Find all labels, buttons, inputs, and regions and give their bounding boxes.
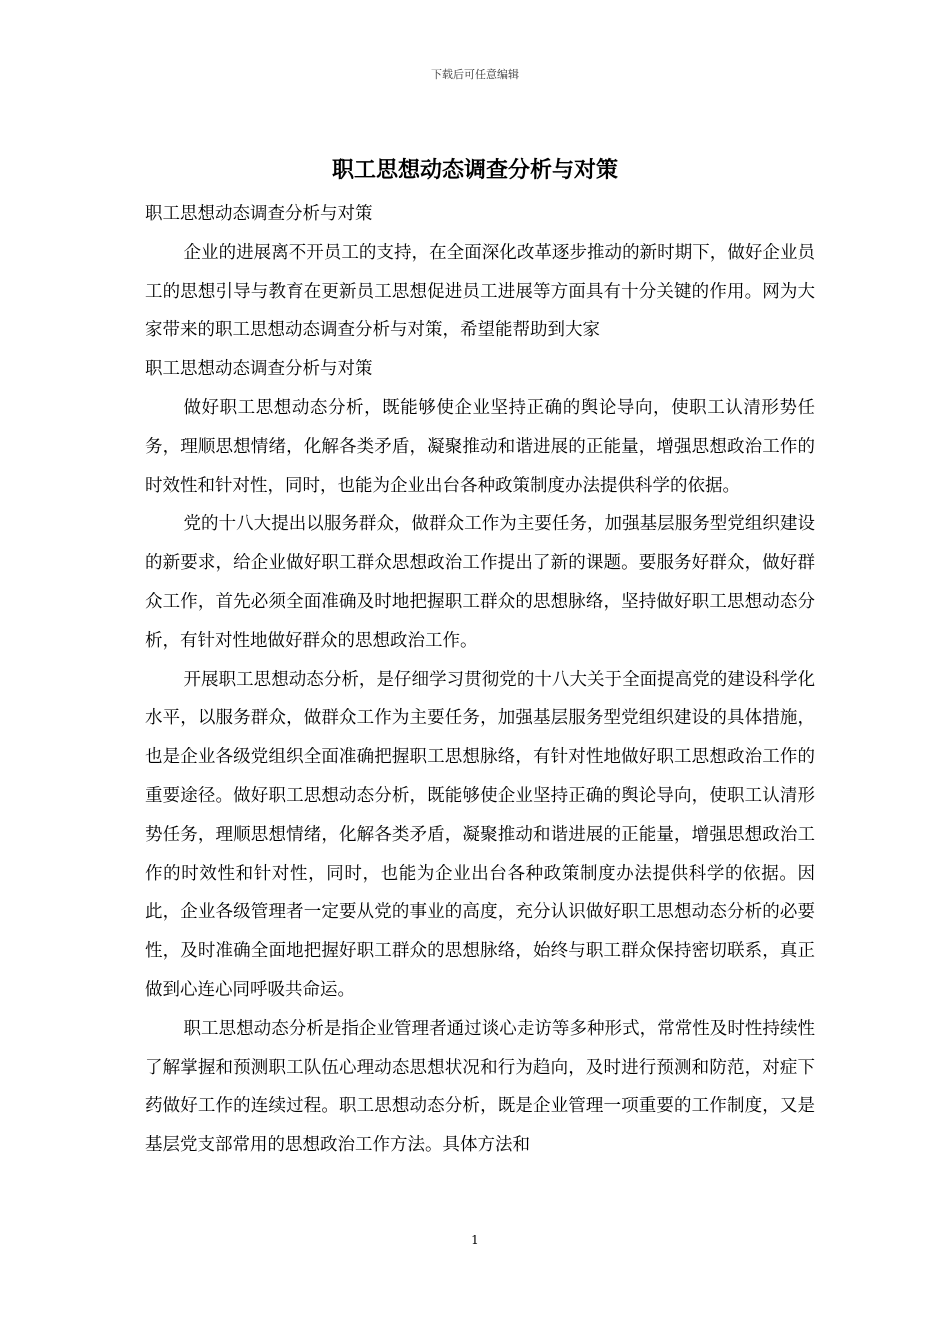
page-header-note: 下载后可任意编辑 [431, 68, 519, 81]
body-paragraph: 党的十八大提出以服务群众，做群众工作为主要任务，加强基层服务型党组织建设的新要求，给企业做好职工群众思想政治工作提出了新的课题。要服务好群众，做好群众工作，首先必须全面准确及时地把握职工群众的思想脉络，坚持做好职工思想动态分析，有针对性地做好群众的思想政治工作。 [145, 514, 815, 651]
page-number: 1 [471, 1233, 479, 1247]
body-paragraph: 职工思想动态分析是指企业管理者通过谈心走访等多种形式，常常性及时性持续性了解掌握和预测职工队伍心理动态思想状况和行为趋向，及时进行预测和防范，对症下药做好工作的连续过程。职工思想动态分析，既是企业管理一项重要的工作制度，又是基层党支部常用的思想政治工作方法。具体方法和 [145, 1018, 815, 1156]
body-paragraph: 开展职工思想动态分析，是仔细学习贯彻党的十八大关于全面提高党的建设科学化水平，以服务群众，做群众工作为主要任务，加强基层服务型党组织建设的具体措施，也是企业各级党组织全面准确把握职工思想脉络，有针对性地做好职工思想政治工作的重要途径。做好职工思想动态分析，既能够使企业坚持正确的舆论导向，使职工认清形势任务，理顺思想情绪，化解各类矛盾，凝聚推动和谐进展的正能量，增强思想政治工作的时效性和针对性，同时，也能为企业出台各种政策制度办法提供科学的依据。因此，企业各级管理者一定要从党的事业的高度，充分认识做好职工思想动态分析的必要性，及时准确全面地把握好职工群众的思想脉络，始终与职工群众保持密切联系，真正做到心连心同呼吸共命运。 [145, 669, 815, 1000]
document-title: 职工思想动态调查分析与对策 [331, 157, 618, 183]
body-paragraph: 企业的进展离不开员工的支持，在全面深化改革逐步推动的新时期下，做好企业员工的思想引导与教育在更新员工思想促进员工进展等方面具有十分关键的作用。网为大家带来的职工思想动态调查分析与对策，希望能帮助到大家 [145, 242, 815, 341]
subtitle-paragraph: 职工思想动态调查分析与对策 [145, 359, 373, 380]
body-paragraph: 做好职工思想动态分析，既能够使企业坚持正确的舆论导向，使职工认清形势任务，理顺思想情绪，化解各类矛盾，凝聚推动和谐进展的正能量，增强思想政治工作的时效性和针对性，同时，也能为企业出台各种政策制度办法提供科学的依据。 [145, 397, 815, 496]
document-body [145, 195, 815, 1165]
subtitle-paragraph: 职工思想动态调查分析与对策 [145, 204, 373, 224]
